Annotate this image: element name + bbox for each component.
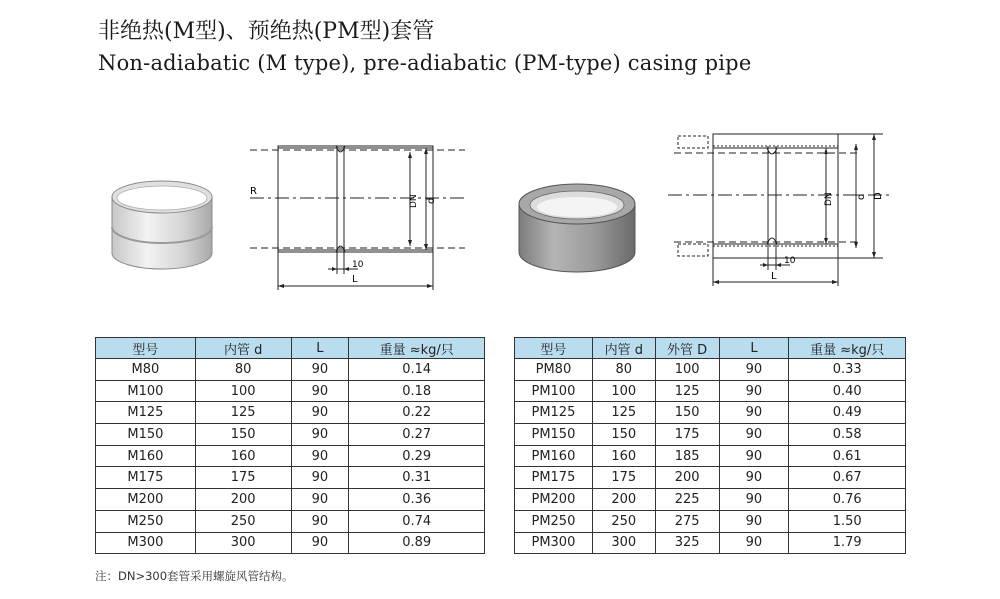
table-cell: 90: [719, 532, 789, 554]
table-cell: PM125: [515, 402, 593, 424]
table-cell: 90: [291, 510, 349, 532]
label-D: D: [873, 192, 884, 200]
table-cell: 90: [291, 402, 349, 424]
table-cell: 250: [592, 510, 655, 532]
table-cell: PM150: [515, 424, 593, 446]
table-cell: 90: [719, 424, 789, 446]
table-cell: 90: [719, 359, 789, 381]
table-cell: M250: [96, 510, 196, 532]
table-row: [96, 467, 485, 489]
column-header: 内管 d: [195, 338, 291, 359]
table-cell: PM80: [515, 359, 593, 381]
table-cell: 0.27: [349, 424, 485, 446]
table-cell: M300: [96, 532, 196, 554]
table-cell: 90: [291, 359, 349, 381]
table-row: [96, 445, 485, 467]
table-cell: 200: [195, 489, 291, 511]
column-header: L: [291, 338, 349, 359]
table-cell: 325: [655, 532, 719, 554]
m-type-table: [95, 337, 485, 554]
table-cell: 160: [195, 445, 291, 467]
table-row: [515, 532, 906, 554]
table-cell: 0.33: [789, 359, 906, 381]
table-cell: 300: [195, 532, 291, 554]
table-cell: 80: [195, 359, 291, 381]
table-cell: 0.61: [789, 445, 906, 467]
table-cell: M200: [96, 489, 196, 511]
table-row: [515, 402, 906, 424]
table-cell: 0.40: [789, 380, 906, 402]
table-header-row: [96, 338, 485, 359]
table-cell: 0.89: [349, 532, 485, 554]
table-row: [96, 380, 485, 402]
table-cell: 0.74: [349, 510, 485, 532]
table-cell: 1.50: [789, 510, 906, 532]
pm-sleeve-photo: [515, 178, 640, 278]
table-row: [96, 359, 485, 381]
label-10: 10: [352, 260, 364, 270]
label-l: L: [771, 271, 777, 282]
table-row: [96, 510, 485, 532]
table-cell: 90: [719, 510, 789, 532]
table-cell: 150: [195, 424, 291, 446]
table-cell: 0.49: [789, 402, 906, 424]
title-chinese: 非绝热(M型)、预绝热(PM型)套管: [98, 19, 435, 44]
table-cell: 0.36: [349, 489, 485, 511]
column-header: 重量 ≈kg/只: [349, 338, 485, 359]
table-cell: 185: [655, 445, 719, 467]
table-cell: PM250: [515, 510, 593, 532]
table-cell: 275: [655, 510, 719, 532]
table-cell: 225: [655, 489, 719, 511]
table-cell: 150: [655, 402, 719, 424]
table-cell: PM175: [515, 467, 593, 489]
table-row: [96, 489, 485, 511]
table-cell: 175: [655, 424, 719, 446]
table-cell: M125: [96, 402, 196, 424]
column-header: 外管 D: [655, 338, 719, 359]
table-cell: 0.22: [349, 402, 485, 424]
label-dn: DN: [409, 194, 419, 208]
column-header: 内管 d: [592, 338, 655, 359]
label-10: 10: [784, 256, 796, 266]
table-row: [96, 532, 485, 554]
table-cell: 90: [291, 424, 349, 446]
title-english: Non-adiabatic (M type), pre-adiabatic (PM-type) casing pipe: [98, 51, 752, 75]
column-header: L: [719, 338, 789, 359]
table-cell: 90: [291, 467, 349, 489]
column-header: 型号: [96, 338, 196, 359]
table-cell: PM160: [515, 445, 593, 467]
table-cell: 90: [291, 532, 349, 554]
table-cell: 0.14: [349, 359, 485, 381]
table-cell: 90: [291, 489, 349, 511]
table-row: [96, 424, 485, 446]
table-cell: 90: [719, 380, 789, 402]
table-cell: 300: [592, 532, 655, 554]
column-header: 型号: [515, 338, 593, 359]
table-cell: 1.79: [789, 532, 906, 554]
column-header: 重量 ≈kg/只: [789, 338, 906, 359]
table-cell: M150: [96, 424, 196, 446]
m-sleeve-drawing: [240, 128, 470, 300]
table-row: [96, 402, 485, 424]
pm-sleeve-drawing: [668, 126, 900, 296]
table-cell: PM100: [515, 380, 593, 402]
table-cell: M80: [96, 359, 196, 381]
table-cell: 0.31: [349, 467, 485, 489]
table-cell: PM200: [515, 489, 593, 511]
table-row: [515, 359, 906, 381]
table-cell: 90: [291, 445, 349, 467]
table-cell: M100: [96, 380, 196, 402]
table-cell: 160: [592, 445, 655, 467]
table-cell: 100: [195, 380, 291, 402]
table-cell: 125: [655, 380, 719, 402]
table-row: [515, 424, 906, 446]
table-cell: 90: [719, 489, 789, 511]
table-cell: 100: [592, 380, 655, 402]
table-cell: 90: [291, 380, 349, 402]
table-row: [515, 510, 906, 532]
table-row: [515, 467, 906, 489]
table-cell: 0.58: [789, 424, 906, 446]
table-cell: M160: [96, 445, 196, 467]
table-cell: 175: [195, 467, 291, 489]
table-row: [515, 445, 906, 467]
table-row: [515, 489, 906, 511]
table-cell: 0.18: [349, 380, 485, 402]
table-cell: 150: [592, 424, 655, 446]
table-cell: 125: [195, 402, 291, 424]
m-sleeve-photo: [108, 175, 216, 275]
table-cell: 125: [592, 402, 655, 424]
table-cell: 0.76: [789, 489, 906, 511]
label-dn: DN: [824, 192, 834, 206]
label-d: d: [856, 193, 867, 200]
table-cell: 0.29: [349, 445, 485, 467]
table-cell: 90: [719, 445, 789, 467]
table-cell: PM300: [515, 532, 593, 554]
table-cell: 250: [195, 510, 291, 532]
pm-type-table: [514, 337, 906, 554]
footnote: 注：DN>300套管采用螺旋风管结构。: [95, 569, 294, 583]
label-d: d: [426, 197, 437, 204]
table-cell: M175: [96, 467, 196, 489]
label-l: L: [352, 274, 358, 285]
table-header-row: [515, 338, 906, 359]
table-cell: 100: [655, 359, 719, 381]
table-cell: 200: [592, 489, 655, 511]
table-cell: 200: [655, 467, 719, 489]
table-cell: 80: [592, 359, 655, 381]
table-cell: 175: [592, 467, 655, 489]
table-cell: 0.67: [789, 467, 906, 489]
table-row: [515, 380, 906, 402]
table-cell: 90: [719, 402, 789, 424]
table-cell: 90: [719, 467, 789, 489]
label-r: R: [250, 186, 257, 197]
